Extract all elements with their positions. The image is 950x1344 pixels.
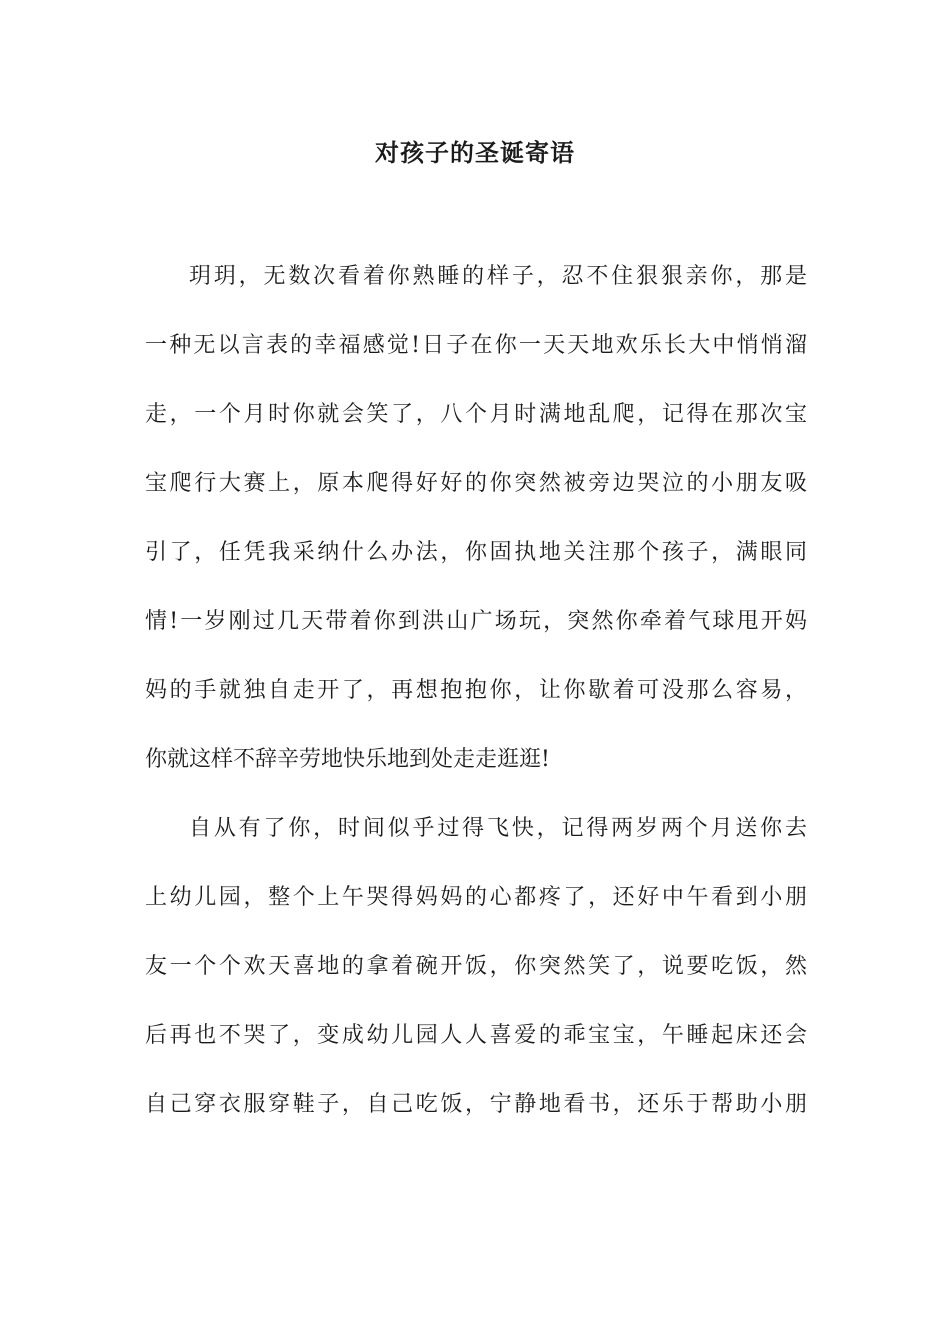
text-line: 上幼儿园，整个上午哭得妈妈的心都疼了，还好中午看到小朋	[145, 885, 807, 910]
text-line: 玥玥，无数次看着你熟睡的样子，忍不住狠狠亲你，那是	[189, 264, 807, 289]
text-line: 一种无以言表的幸福感觉!日子在你一天天地欢乐长大中悄悄溜	[145, 333, 807, 358]
text-line: 宝爬行大赛上，原本爬得好好的你突然被旁边哭泣的小朋友吸	[145, 471, 807, 496]
document-body	[145, 253, 807, 1150]
text-line: 自己穿衣服穿鞋子，自己吃饭，宁静地看书，还乐于帮助小朋	[145, 1092, 807, 1117]
text-line: 自从有了你，时间似乎过得飞快，记得两岁两个月送你去	[189, 816, 807, 841]
text-line: 后再也不哭了，变成幼儿园人人喜爱的乖宝宝，午睡起床还会	[145, 1023, 807, 1048]
text-line: 引了，任凭我采纳什么办法，你固执地关注那个孩子，满眼同	[145, 540, 807, 565]
text-line: 情!一岁刚过几天带着你到洪山广场玩，突然你牵着气球甩开妈	[145, 609, 807, 634]
text-line: 妈的手就独自走开了，再想抱抱你，让你歇着可没那么容易，	[145, 678, 807, 703]
document-title: 对孩子的圣诞寄语	[375, 138, 575, 167]
text-line: 走，一个月时你就会笑了，八个月时满地乱爬，记得在那次宝	[145, 402, 807, 427]
text-line: 你就这样不辞辛劳地快乐地到处走走逛逛!	[145, 747, 550, 772]
text-line: 友一个个欢天喜地的拿着碗开饭，你突然笑了，说要吃饭，然	[145, 954, 807, 979]
